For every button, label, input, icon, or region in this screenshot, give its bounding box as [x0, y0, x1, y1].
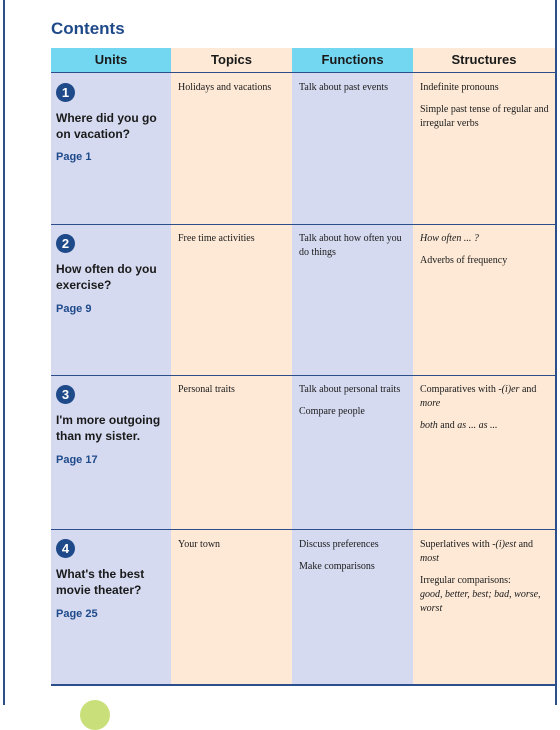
- header-units: Units: [51, 48, 171, 72]
- structure-text: [420, 538, 550, 566]
- unit-number-badge: 2: [56, 234, 75, 253]
- structure-segment: more: [420, 398, 441, 409]
- header-topics: Topics: [171, 48, 292, 72]
- structures-cell: [420, 538, 550, 624]
- unit-page-link[interactable]: Page 25: [56, 608, 98, 620]
- topics-cell: [178, 81, 290, 103]
- topic-text: Free time activities: [178, 233, 255, 244]
- row-divider: [51, 72, 555, 73]
- function-text: Talk about how often you do things: [299, 233, 402, 258]
- unit-number-badge: 3: [56, 385, 75, 404]
- row-divider: [51, 375, 555, 376]
- unit-page-link[interactable]: Page 17: [56, 454, 98, 466]
- structure-segment: Comparatives with -: [420, 384, 502, 395]
- structure-segment: as ... as ...: [457, 420, 498, 431]
- structure-segment: and: [437, 420, 458, 431]
- function-text: Discuss preferences: [299, 539, 379, 550]
- topics-cell: [178, 383, 290, 405]
- unit-number-badge: 4: [56, 539, 75, 558]
- structure-segment: most: [420, 553, 439, 564]
- structure-segment: both: [420, 420, 438, 431]
- header-structures: Structures: [413, 48, 555, 72]
- structures-cell: [420, 383, 550, 441]
- topics-column: [171, 72, 292, 684]
- structures-cell: [420, 232, 550, 276]
- unit-title[interactable]: How often do you exercise?: [56, 262, 157, 292]
- right-margin-rule: [555, 0, 557, 705]
- row-divider: [51, 529, 555, 530]
- structure-segment: (i)est: [495, 539, 517, 550]
- structure-text: Adverbs of frequency: [420, 255, 508, 266]
- function-text: Talk about past events: [299, 82, 388, 93]
- structure-segment: Irregular comparisons:: [420, 575, 511, 586]
- structure-text: [420, 574, 550, 616]
- function-text: Make comparisons: [299, 561, 375, 572]
- header-functions: Functions: [292, 48, 413, 72]
- structure-segment: good, better, best; bad, worse, worst: [420, 589, 541, 614]
- unit-title[interactable]: Where did you go on vacation?: [56, 111, 157, 141]
- functions-cell: [299, 81, 411, 103]
- row-divider: [51, 224, 555, 225]
- structures-cell: [420, 81, 550, 139]
- structure-text: [420, 419, 550, 433]
- topics-cell: [178, 538, 290, 560]
- unit-title[interactable]: I'm more outgoing than my sister.: [56, 413, 161, 443]
- functions-cell: [299, 232, 411, 268]
- left-margin-rule: [3, 0, 5, 705]
- structure-segment: Superlatives with -: [420, 539, 496, 550]
- structure-text: [420, 383, 550, 411]
- functions-cell: [299, 383, 411, 427]
- unit-number-badge: 1: [56, 83, 75, 102]
- structure-segment: and: [516, 539, 534, 550]
- structure-text: How often ... ?: [420, 233, 479, 244]
- unit-page-link[interactable]: Page 9: [56, 303, 92, 315]
- function-text: Compare people: [299, 406, 365, 417]
- topic-text: Holidays and vacations: [178, 82, 272, 93]
- structure-text: Indefinite pronouns: [420, 82, 499, 93]
- functions-column: [292, 72, 413, 684]
- row-divider: [51, 684, 555, 686]
- structure-text: Simple past tense of regular and irregular verbs: [420, 104, 549, 129]
- unit-title[interactable]: What's the best movie theater?: [56, 567, 145, 597]
- structure-segment: and: [519, 384, 537, 395]
- topics-cell: [178, 232, 290, 254]
- topic-text: Your town: [178, 539, 221, 550]
- function-text: Talk about personal traits: [299, 384, 401, 395]
- topic-text: Personal traits: [178, 384, 235, 395]
- functions-cell: [299, 538, 411, 582]
- unit-page-link[interactable]: Page 1: [56, 151, 92, 163]
- structure-segment: (i)er: [501, 384, 520, 395]
- page-title: Contents: [51, 19, 125, 38]
